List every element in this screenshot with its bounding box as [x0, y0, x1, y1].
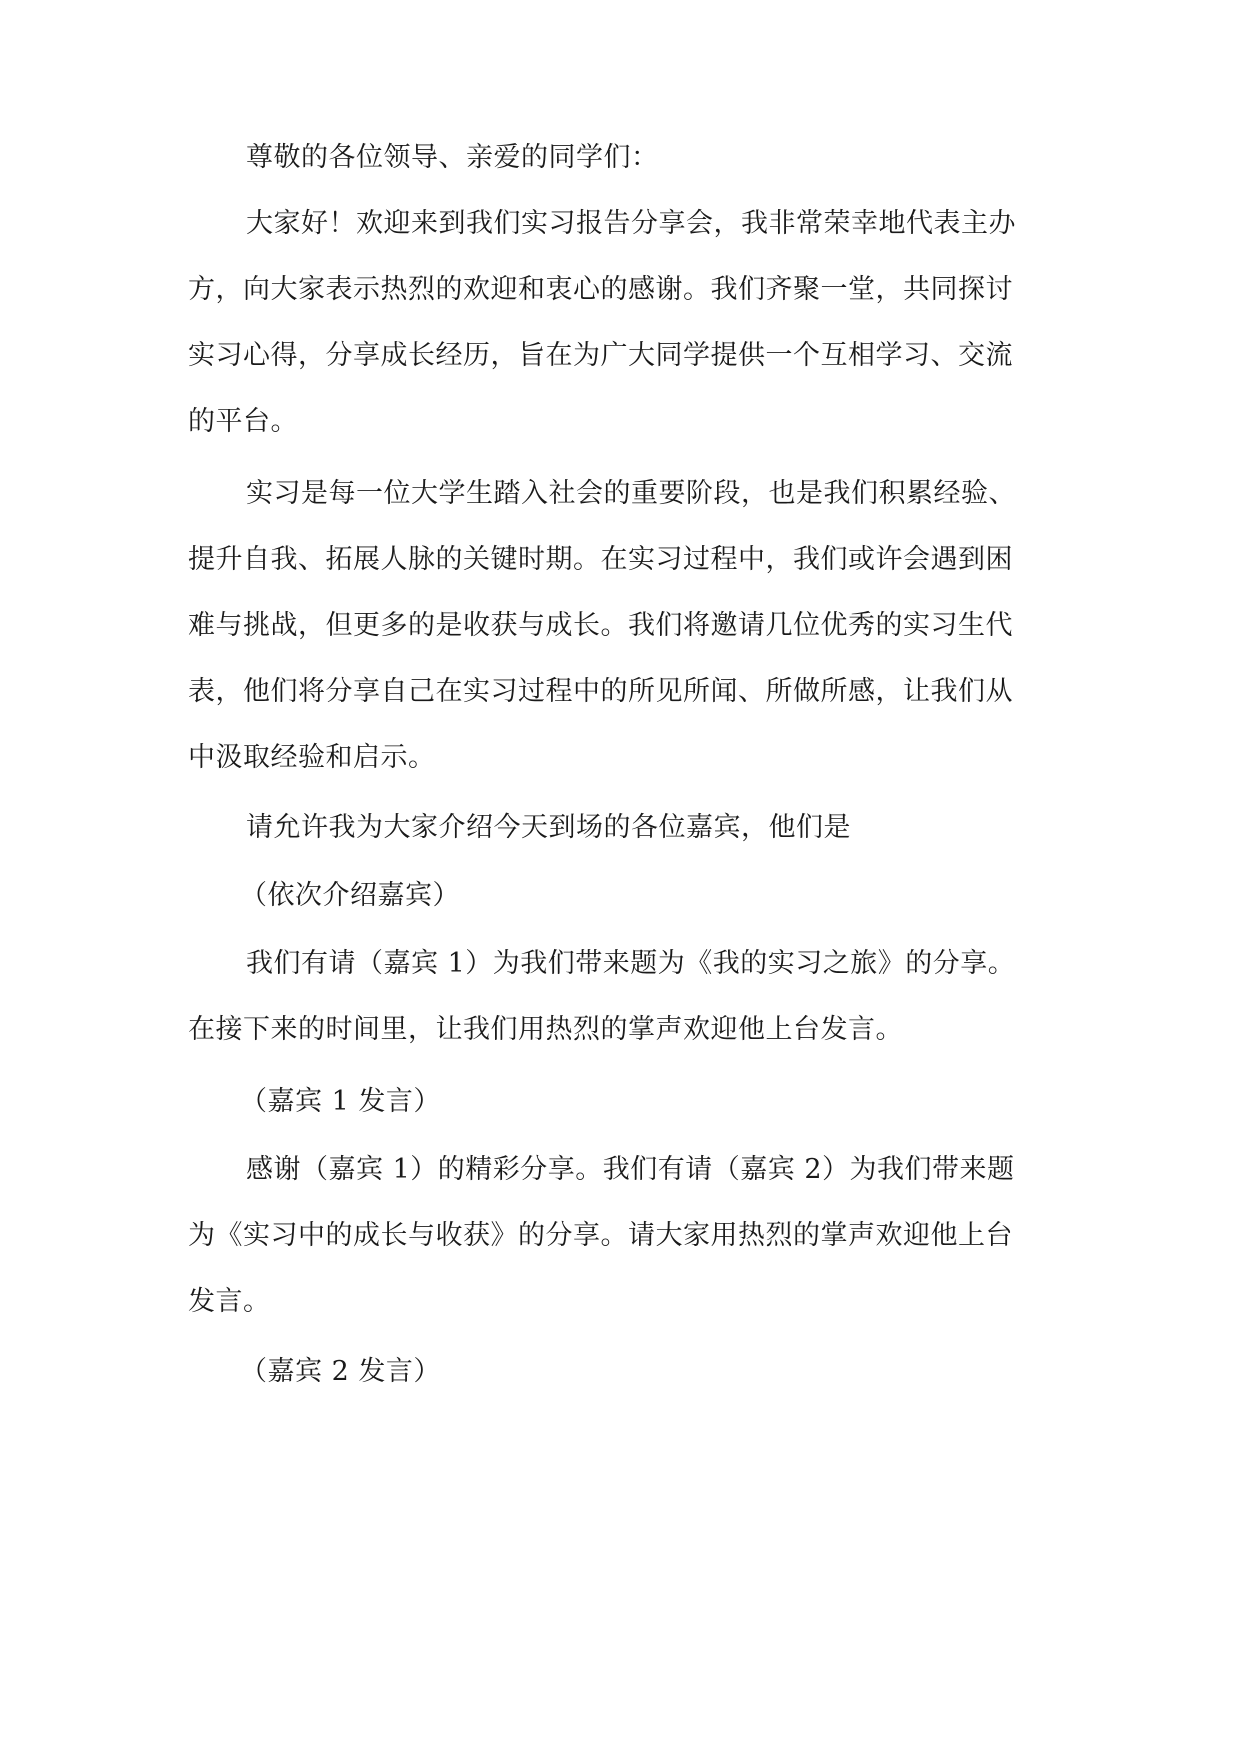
- paragraph-1-line-4: 的平台。: [188, 406, 298, 437]
- paragraph-4-line-1: 我们有请（嘉宾 1）为我们带来题为《我的实习之旅》的分享。: [246, 948, 1016, 979]
- salutation: 尊敬的各位领导、亲爱的同学们：: [246, 142, 659, 173]
- paragraph-2-line-3: 难与挑战，但更多的是收获与成长。我们将邀请几位优秀的实习生代: [188, 610, 1013, 641]
- paragraph-2-line-5: 中汲取经验和启示。: [188, 742, 436, 773]
- paragraph-2-line-4: 表，他们将分享自己在实习过程中的所见所闻、所做所感，让我们从: [188, 676, 1013, 707]
- paragraph-4-line-2: 在接下来的时间里，让我们用热烈的掌声欢迎他上台发言。: [188, 1014, 903, 1045]
- paragraph-1-line-2: 方，向大家表示热烈的欢迎和衷心的感谢。我们齐聚一堂，共同探讨: [188, 274, 1013, 305]
- paragraph-1-line-3: 实习心得，分享成长经历，旨在为广大同学提供一个互相学习、交流: [188, 340, 1013, 371]
- stage-direction-introduce-guests: （依次介绍嘉宾）: [240, 880, 460, 911]
- paragraph-5-line-3: 发言。: [188, 1286, 271, 1317]
- stage-direction-guest-1: （嘉宾 1 发言）: [240, 1086, 441, 1117]
- paragraph-5-line-1: 感谢（嘉宾 1）的精彩分享。我们有请（嘉宾 2）为我们带来题: [246, 1154, 1015, 1185]
- paragraph-3-line-1: 请允许我为大家介绍今天到场的各位嘉宾，他们是: [246, 812, 851, 843]
- paragraph-1-line-1: 大家好！欢迎来到我们实习报告分享会，我非常荣幸地代表主办: [246, 208, 1016, 239]
- stage-direction-guest-2: （嘉宾 2 发言）: [240, 1356, 441, 1387]
- paragraph-5-line-2: 为《实习中的成长与收获》的分享。请大家用热烈的掌声欢迎他上台: [188, 1220, 1013, 1251]
- paragraph-2-line-2: 提升自我、拓展人脉的关键时期。在实习过程中，我们或许会遇到困: [188, 544, 1013, 575]
- paragraph-2-line-1: 实习是每一位大学生踏入社会的重要阶段，也是我们积累经验、: [246, 478, 1016, 509]
